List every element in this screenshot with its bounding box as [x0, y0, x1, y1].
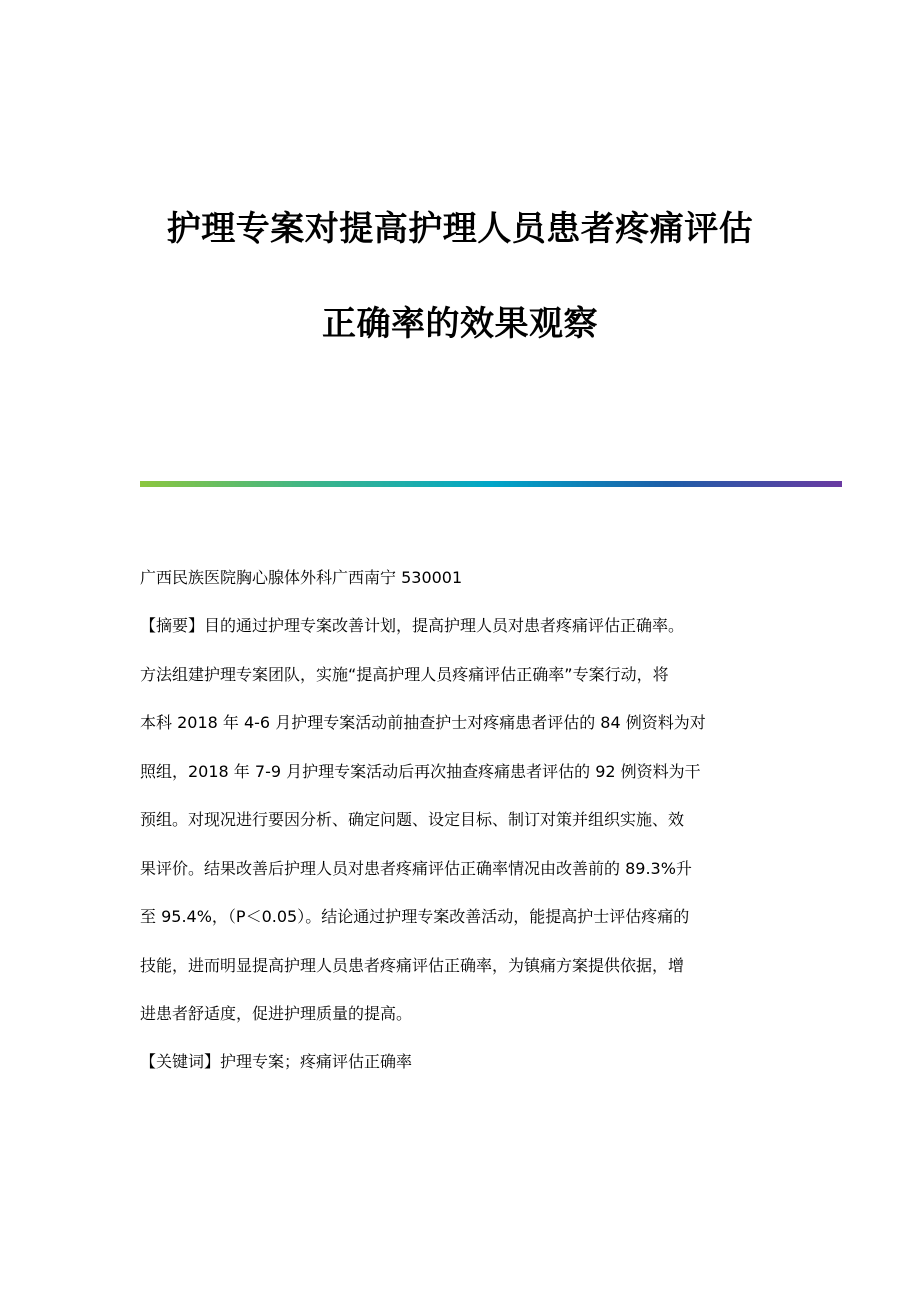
title-line-1: 护理专案对提高护理人员患者疼痛评估	[166, 209, 754, 249]
abstract-line: 照组，2018 年 7-9 月护理专案活动后再次抽查疼痛患者评估的 92 例资料为干	[140, 761, 701, 781]
abstract-text: 目的通过护理专案改善计划，提高护理人员对患者疼痛评估正确率。	[204, 616, 685, 635]
affiliation: 广西民族医院胸心腺体外科广西南宁 530001	[140, 568, 463, 587]
keywords	[140, 1050, 780, 1074]
abstract-line: 果评价。结果改善后护理人员对患者疼痛评估正确率情况由改善前的 89.3%升	[140, 858, 692, 878]
abstract	[140, 614, 780, 1026]
abstract-line: 技能，进而明显提高护理人员患者疼痛评估正确率，为镇痛方案提供依据，增	[140, 955, 685, 975]
abstract-line: 方法组建护理专案团队，实施“提高护理人员疼痛评估正确率”专案行动，将	[140, 664, 669, 684]
paper-title	[140, 209, 780, 344]
keywords-label: 【关键词】	[140, 1052, 221, 1071]
abstract-line: 进患者舒适度，促进护理质量的提高。	[140, 1004, 413, 1023]
gradient-divider	[140, 481, 842, 487]
abstract-line: 至 95.4%，（P＜0.05）。结论通过护理专案改善活动，能提高护士评估疼痛的	[140, 907, 690, 926]
abstract-line: 本科 2018 年 4-6 月护理专案活动前抽查护士对疼痛患者评估的 84 例资料为对	[140, 713, 706, 732]
abstract-line	[140, 614, 780, 663]
abstract-label: 【摘要】	[140, 616, 205, 635]
title-line-2: 正确率的效果观察	[322, 304, 598, 344]
keywords-text: 护理专案；疼痛评估正确率	[220, 1052, 413, 1071]
abstract-line: 预组。对现况进行要因分析、确定问题、设定目标、制订对策并组织实施、效	[140, 810, 685, 829]
paper-body	[140, 566, 780, 1074]
